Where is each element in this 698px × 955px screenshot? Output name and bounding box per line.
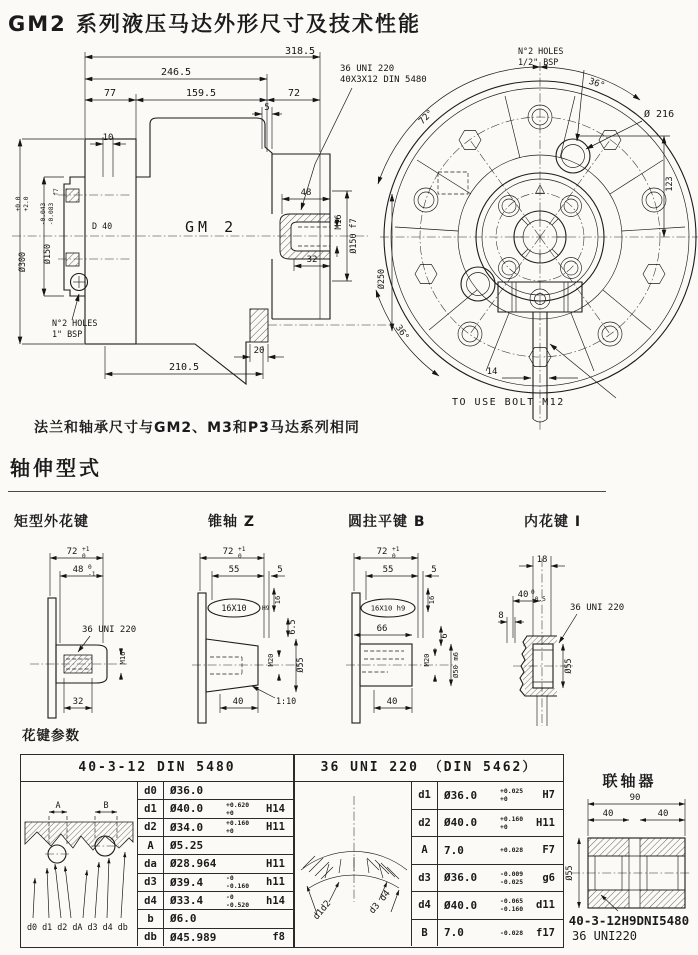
table-row	[412, 892, 563, 920]
value-tolerance	[226, 874, 262, 890]
value-number: Ø36.0	[170, 784, 204, 798]
param-key: d2	[138, 819, 164, 836]
bore-label: D 40	[92, 221, 113, 231]
param-value	[164, 874, 293, 891]
port-block	[250, 309, 268, 342]
table-row	[412, 865, 563, 893]
table-row	[138, 892, 293, 910]
tol-top: -0.028	[500, 928, 524, 937]
s3-tol72-top: +1	[392, 546, 400, 553]
tol-bot: +0	[226, 827, 234, 836]
s3-dim-72: 72	[376, 547, 388, 557]
param-value	[438, 920, 563, 947]
tol-bot: +0	[500, 795, 508, 804]
value-number: Ø39.4	[170, 875, 204, 889]
table-row	[138, 874, 293, 892]
value-tolerance	[500, 787, 536, 803]
shaft-type-label-4: 内花键 I	[524, 514, 582, 530]
value-number: Ø28.964	[170, 857, 217, 871]
coupling-caption-2: 36 UNI220	[572, 929, 638, 943]
value-number: Ø33.4	[170, 894, 204, 908]
s2-dia-55: Ø55	[295, 657, 305, 673]
tol-top: -0.065	[500, 897, 524, 906]
table-row	[412, 782, 563, 810]
tol-top: +0.160	[500, 814, 524, 823]
table-row	[138, 855, 293, 873]
s3-tol72-bot: 0	[392, 553, 396, 560]
holes-note-2: 1" BSP	[52, 329, 83, 339]
value-tolerance	[500, 870, 536, 886]
param-value	[164, 855, 293, 872]
table1-diagram	[21, 782, 138, 946]
dia-150-tol-top: -0.043	[40, 202, 47, 226]
s2-key: 16X10	[221, 603, 247, 613]
param-value	[438, 865, 563, 892]
value-number: 7.0	[444, 926, 464, 940]
value-number: Ø5.25	[170, 839, 204, 853]
s2-dim-55: 55	[228, 565, 240, 575]
param-value	[164, 800, 293, 817]
main-drawing	[0, 44, 698, 436]
dia-300-tol-top: +0.0	[15, 196, 22, 212]
tol-bot: +0	[500, 822, 508, 831]
dim-246: 246.5	[160, 67, 192, 78]
s1-dim-48: 48	[72, 565, 84, 575]
s4-dim-8: 8	[498, 611, 504, 621]
tol-top: +0.160	[226, 819, 250, 828]
dia-150-right: Ø150 f7	[348, 218, 358, 254]
s4-dim-40: 40	[517, 590, 529, 600]
s1-dim-32: 32	[72, 697, 84, 707]
dim-5: 5	[264, 103, 270, 113]
s2-key-fit: H9	[262, 605, 270, 612]
dia-300: Ø300	[17, 251, 27, 273]
param-value	[438, 810, 563, 837]
param-value	[164, 910, 293, 927]
tol-bot: -0.160	[226, 882, 250, 891]
param-key: d4	[138, 892, 164, 909]
value-number: Ø36.0	[444, 871, 478, 885]
table2-diagram	[295, 782, 412, 946]
value-number: Ø6.0	[170, 912, 197, 926]
table-row	[138, 910, 293, 928]
shaft-type-label-3: 圆拄平键 B	[348, 514, 426, 530]
s3-dim-55: 55	[382, 565, 394, 575]
dim-32: 32	[306, 255, 318, 265]
dim-318: 318.5	[284, 46, 316, 57]
s3-dim-66: 66	[376, 624, 388, 634]
param-key: A	[412, 837, 438, 864]
spline-callout-2: 40X3X12 DIN 5480	[340, 75, 427, 85]
param-value	[438, 837, 563, 864]
table-row	[138, 837, 293, 855]
s2-tol72-top: +1	[238, 546, 246, 553]
s4-tol40-top: 0	[531, 589, 535, 596]
s4-tol40-bot: -0.5	[531, 596, 546, 603]
value-fit: F7	[542, 844, 555, 857]
value-tolerance	[226, 801, 262, 817]
table2-title: 36 UNI 220 （DIN 5462）	[295, 755, 563, 782]
s3-dim-16: 16	[427, 595, 436, 605]
s2-thread-m20: M20	[266, 653, 275, 667]
table-row	[412, 837, 563, 865]
value-tolerance	[500, 897, 536, 913]
shaft-drawing-key	[344, 538, 494, 730]
coupling-drawing	[563, 790, 696, 912]
front-holes-note-2: 1/2" BSP	[518, 57, 559, 67]
tol-top: +0.620	[226, 800, 250, 809]
dim-10: 10	[102, 133, 114, 143]
table2-rows	[412, 782, 563, 946]
param-value	[164, 892, 293, 909]
s1-tol72-bot: 0	[82, 553, 86, 560]
section-divider	[8, 491, 606, 492]
table-row	[138, 819, 293, 837]
s2-dim-40: 40	[232, 697, 244, 707]
dia-150-fit: f7	[53, 188, 60, 196]
page-title: GM2 系列液压马达外形尺寸及技术性能	[8, 12, 422, 36]
dia-150-left: Ø150	[42, 243, 52, 265]
value-number: Ø45.989	[170, 930, 217, 944]
coupling-title: 联轴器	[602, 772, 657, 790]
value-fit: g6	[542, 871, 555, 884]
s3-dim-6: 6	[439, 633, 449, 639]
value-number: Ø36.0	[444, 788, 478, 802]
table-row	[412, 810, 563, 838]
s4-callout: 36 UNI 220	[570, 603, 625, 613]
spline-params-label: 花键参数	[22, 728, 80, 744]
s1-dim-72: 72	[66, 547, 78, 557]
side-view	[12, 46, 427, 384]
param-key: d1	[138, 800, 164, 817]
tol-bot: -0.025	[500, 877, 524, 886]
shaft-drawing-spline	[12, 538, 187, 730]
s1-tol48-top: 0	[88, 564, 92, 571]
t1-dim-a: A	[55, 800, 61, 810]
bsp-port-left	[461, 267, 495, 301]
coupling-dim-40l: 40	[602, 809, 614, 819]
t1-dim-b: B	[103, 800, 109, 810]
dim-123: 123	[664, 176, 674, 192]
spline-stub	[280, 214, 330, 259]
dim-72: 72	[287, 88, 301, 99]
param-value	[438, 892, 563, 919]
spline-table-din5480	[20, 754, 294, 948]
param-key: A	[138, 837, 164, 854]
spline-callout-1: 36 UNI 220	[340, 64, 395, 74]
table-row	[138, 800, 293, 818]
dim-48: 48	[300, 188, 312, 198]
param-key: d1	[412, 782, 438, 809]
s1-thread-m16: M16	[118, 651, 127, 665]
angle-36-top: 36°	[587, 76, 606, 92]
dim-159: 159.5	[185, 88, 217, 99]
tol-top: -0.009	[500, 869, 524, 878]
table-row	[138, 782, 293, 800]
value-number: Ø34.0	[170, 820, 204, 834]
angle-36-bottom: 36°	[392, 323, 411, 343]
s4-dim-18: 18	[536, 555, 548, 565]
dia-216: Ø 216	[644, 109, 675, 120]
param-key: db	[138, 929, 164, 946]
s3-dim-40: 40	[386, 697, 398, 707]
value-tolerance	[226, 819, 262, 835]
table1-title: 40-3-12 DIN 5480	[21, 755, 293, 782]
dim-20: 20	[253, 346, 265, 356]
model-label: GM 2	[185, 218, 238, 236]
table1-rows	[138, 782, 293, 946]
shaft-drawing-internal-spline	[495, 538, 695, 730]
tol-top: -0	[226, 874, 234, 883]
shaft-type-label-1: 矩型外花键	[14, 514, 89, 530]
s2-taper: 1:10	[276, 696, 297, 706]
value-tolerance	[500, 929, 536, 937]
dia-300-tol-bot: +2.0	[23, 196, 30, 212]
param-value	[438, 782, 563, 809]
front-view	[376, 46, 698, 432]
s1-tol72-top: +1	[82, 546, 90, 553]
param-key: d4	[412, 892, 438, 919]
coupling-dim-90: 90	[629, 793, 641, 803]
tol-bot: -0.160	[500, 905, 524, 914]
s2-dim-16: 16	[273, 595, 282, 605]
shaft-drawing-taper	[190, 538, 345, 730]
value-number: Ø40.0	[444, 898, 478, 912]
value-fit: f17	[536, 926, 555, 939]
coupling-dia-55: Ø55	[564, 865, 574, 881]
value-number: Ø40.0	[170, 802, 204, 816]
value-fit: h14	[266, 894, 285, 907]
angle-72: 72°	[417, 108, 436, 127]
bsp-port-top	[556, 139, 590, 173]
param-key: da	[138, 855, 164, 872]
s2-dim-72: 72	[222, 547, 234, 557]
coupling-dim-40r: 40	[657, 809, 669, 819]
param-value	[164, 837, 293, 854]
value-number: Ø40.0	[444, 816, 478, 830]
s1-callout: 36 UNI 220	[82, 625, 137, 635]
shaft-type-label-2: 锥轴 Z	[208, 514, 256, 530]
tol-top: +0.028	[500, 846, 524, 855]
table-row	[412, 920, 563, 947]
shaft-section-title: 轴伸型式	[10, 456, 102, 480]
value-fit: h11	[266, 876, 285, 889]
value-fit: H11	[266, 857, 285, 870]
front-holes-note-1: N°2 HOLES	[518, 46, 564, 56]
param-key: d3	[138, 874, 164, 891]
holes-note-1: N°2 HOLES	[52, 318, 98, 328]
s2-dim-5: 5	[277, 565, 283, 575]
value-fit: d11	[536, 899, 555, 912]
t2-label-left: d1d2	[311, 898, 334, 922]
param-value	[164, 819, 293, 836]
dim-m16: M16	[333, 214, 343, 230]
tol-bot: -0.520	[226, 900, 250, 909]
param-key: B	[412, 920, 438, 947]
param-value	[164, 929, 293, 946]
s3-thread-m20: M20	[422, 653, 431, 667]
param-key: d0	[138, 782, 164, 799]
spline-table-uni220	[294, 754, 564, 948]
tol-top: +0.025	[500, 787, 524, 796]
value-number: 7.0	[444, 843, 464, 857]
value-tolerance	[226, 893, 262, 909]
bolt-note: TO USE BOLT M12	[452, 397, 565, 408]
value-fit: f8	[272, 931, 285, 944]
dim-210: 210.5	[168, 362, 200, 373]
value-fit: H14	[266, 802, 285, 815]
s2-tol72-bot: 0	[238, 553, 242, 560]
s2-dim-6-5: 6.5	[287, 619, 297, 635]
value-fit: H11	[266, 821, 285, 834]
s4-dia-55: Ø55	[563, 658, 573, 674]
value-tolerance	[500, 846, 536, 854]
dim-77: 77	[103, 88, 117, 99]
param-value	[164, 782, 293, 799]
value-fit: H7	[542, 789, 555, 802]
dim-14: 14	[486, 367, 498, 377]
dia-150-tol-bot: -0.083	[48, 202, 55, 226]
table-row	[138, 929, 293, 946]
flange-note: 法兰和轴承尺寸与GM2、M3和P3马达系列相同	[34, 420, 360, 436]
coupling-caption-1: 40-3-12H9DNI5480	[568, 913, 690, 928]
s1-tol48-bot: -1	[88, 571, 96, 578]
value-fit: H11	[536, 816, 555, 829]
s3-key: 16X10 h9	[370, 603, 406, 613]
dia-250: Ø250	[376, 268, 386, 290]
s3-dim-5: 5	[431, 565, 437, 575]
param-key: b	[138, 910, 164, 927]
param-key: d2	[412, 810, 438, 837]
s3-dia-50: Ø50 m6	[451, 652, 460, 678]
tol-top: -0	[226, 892, 234, 901]
t2-label-right: d3 d4	[367, 888, 393, 916]
param-key: d3	[412, 865, 438, 892]
tol-bot: +0	[226, 808, 234, 817]
t1-diagram-labels: d0 d1 d2 dA d3 d4 db	[27, 922, 128, 932]
value-tolerance	[500, 815, 536, 831]
